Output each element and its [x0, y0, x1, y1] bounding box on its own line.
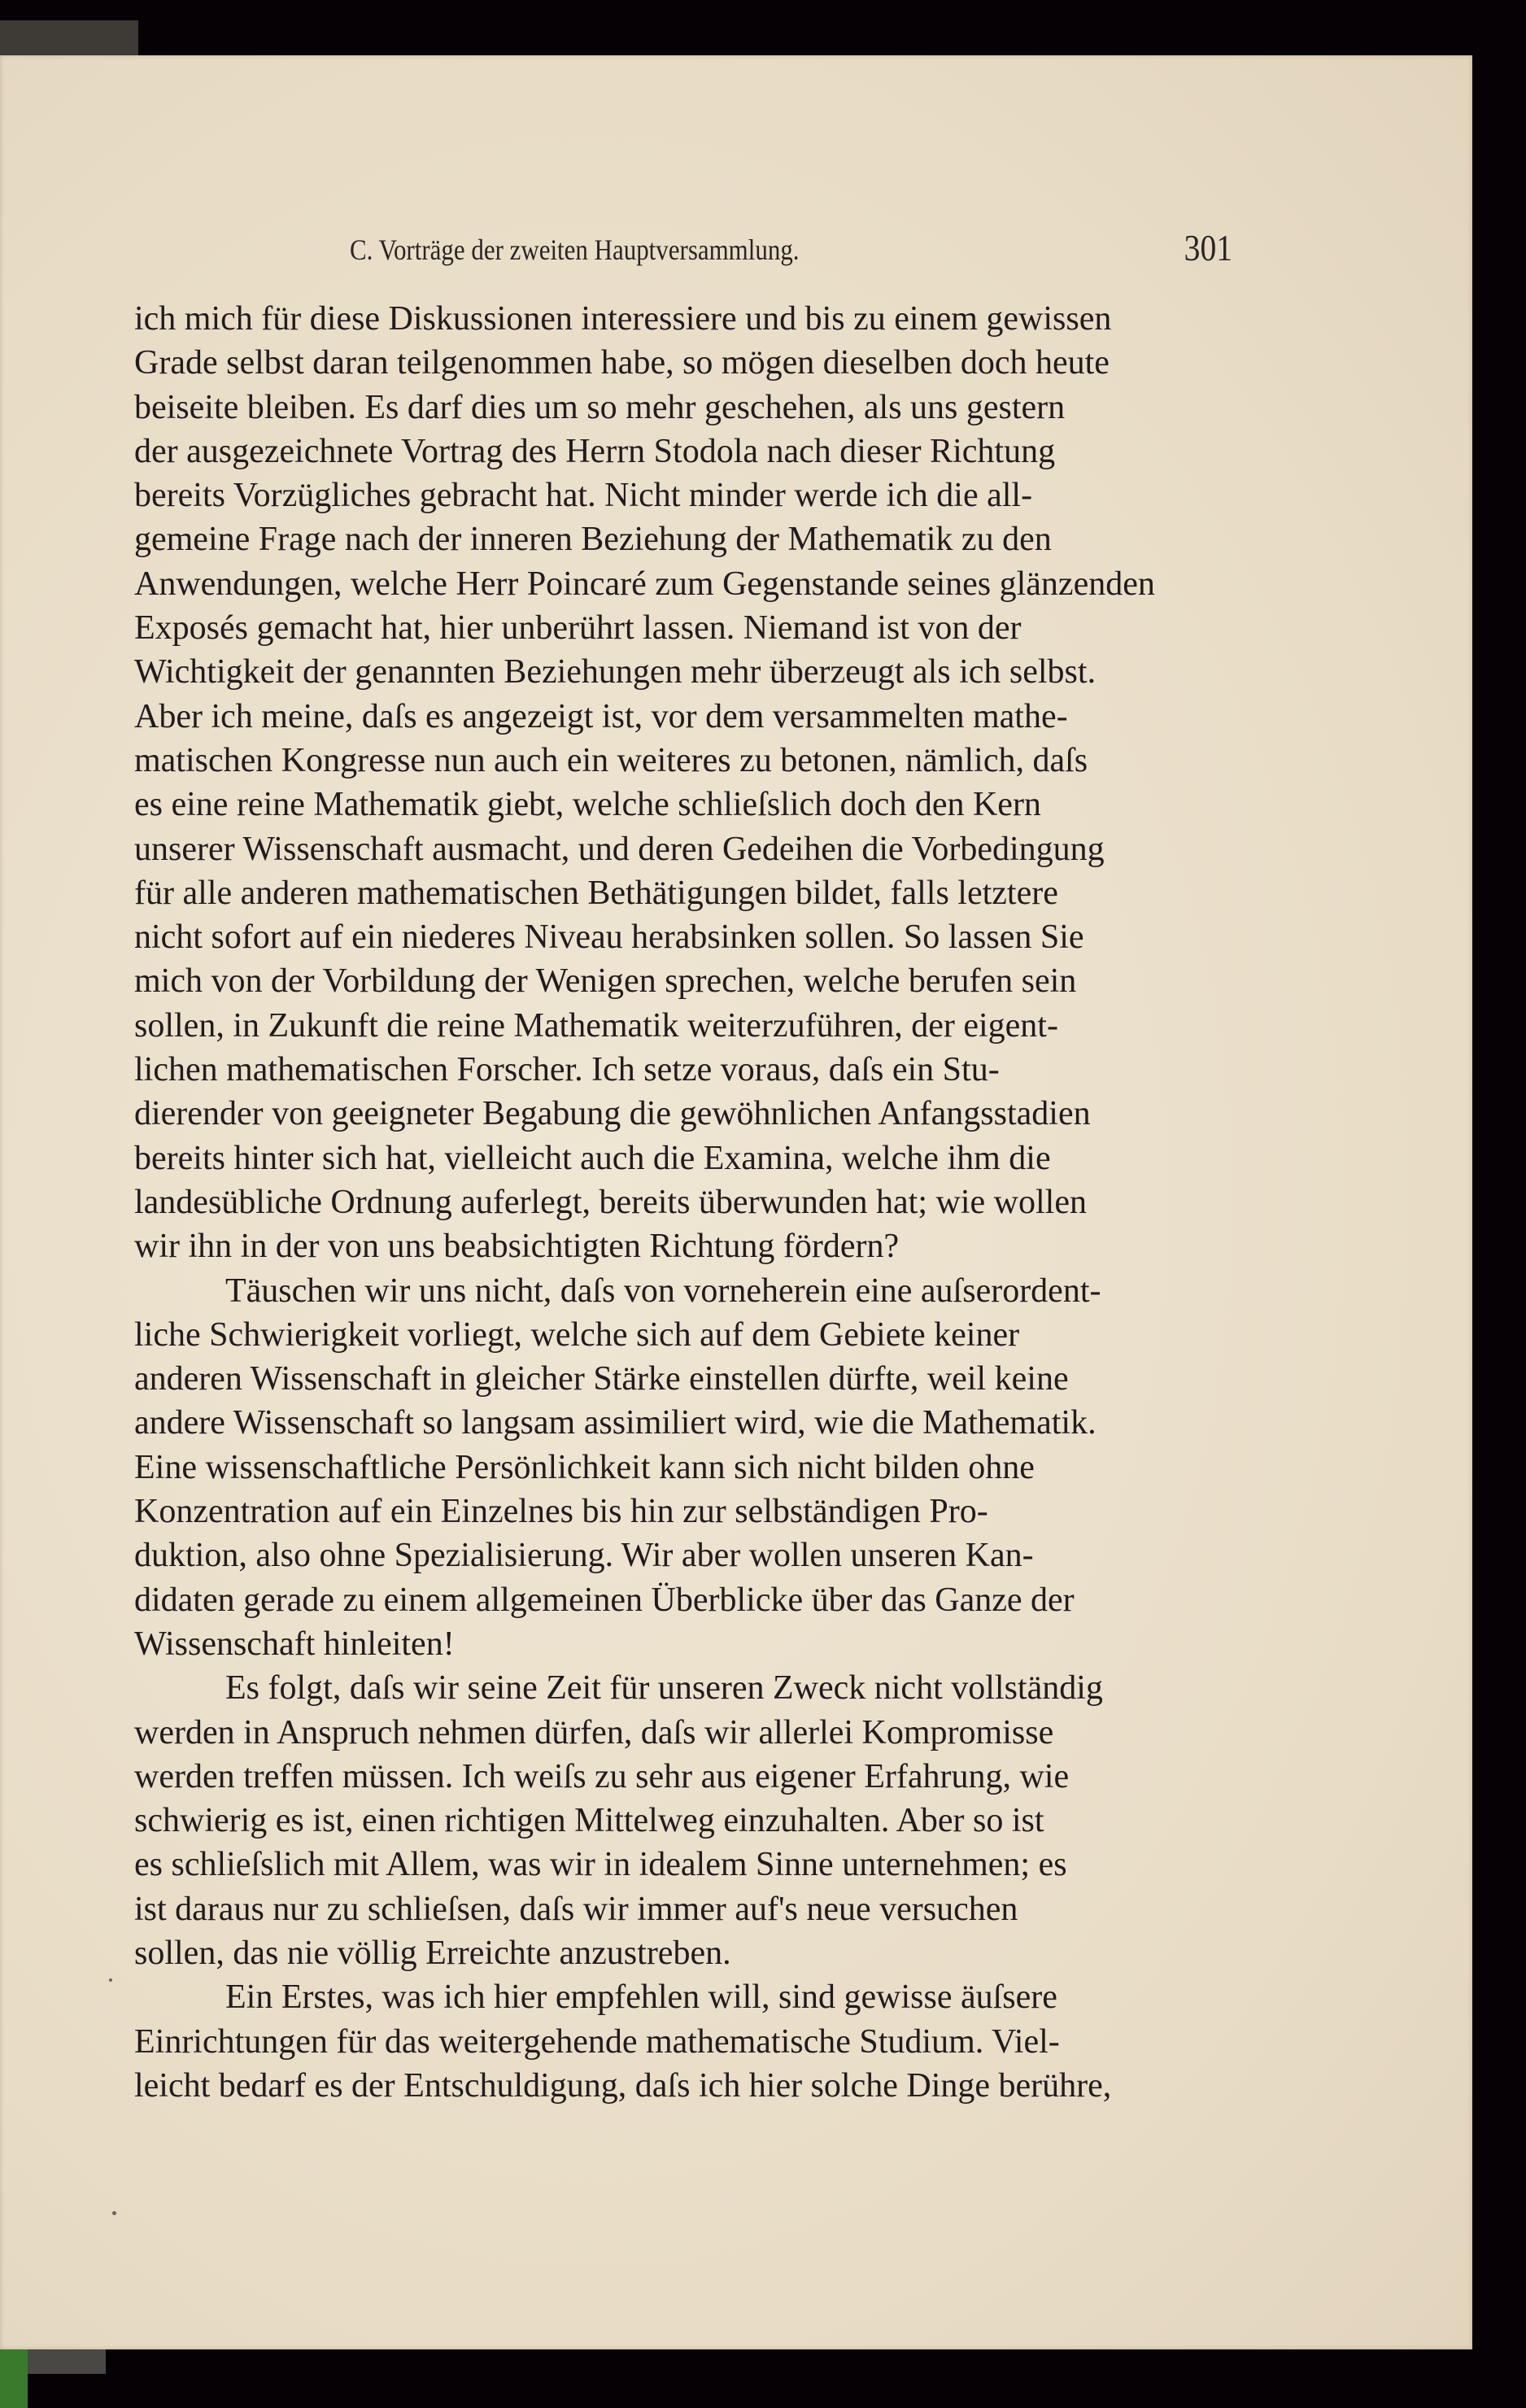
text-line: mich von der Vorbildung der Wenigen sprechen, welche berufen sein: [134, 962, 1077, 1001]
text-line: werden treffen müssen. Ich weiſs zu sehr aus eigener Erfahrung, wie: [134, 1757, 1070, 1795]
text-line: Grade selbst daran teilgenommen habe, so mögen dieselben doch heute: [134, 344, 1110, 382]
text-line: sollen, das nie völlig Erreichte anzustreben.: [134, 1934, 731, 1972]
text-line: der ausgezeichnete Vortrag des Herrn Stodola nach dieser Richtung: [134, 432, 1056, 470]
paper-speck: [112, 2211, 116, 2215]
book-cover-edge: [0, 20, 138, 57]
text-line: liche Schwierigkeit vorliegt, welche sich auf dem Gebiete keiner: [134, 1315, 1020, 1354]
text-line: Wichtigkeit der genannten Beziehungen mehr überzeugt als ich selbst.: [134, 653, 1097, 691]
text-line: beiseite bleiben. Es darf dies um so mehr geschehen, als uns gestern: [134, 388, 1066, 426]
text-line: es eine reine Mathematik giebt, welche schlieſslich doch den Kern: [134, 786, 1041, 824]
text-line: leicht bedarf es der Entschuldigung, daſs ich hier solche Dinge berühre,: [134, 2066, 1112, 2105]
text-line: Aber ich meine, daſs es angezeigt ist, vor dem versammelten mathe-: [134, 697, 1068, 735]
text-line: anderen Wissenschaft in gleicher Stärke einstellen dürfte, weil keine: [134, 1360, 1069, 1398]
text-line: Exposés gemacht hat, hier unberührt lassen. Niemand ist von der: [134, 609, 1022, 648]
text-line: nicht sofort auf ein niederes Niveau herabsinken sollen. So lassen Sie: [134, 918, 1084, 957]
text-line: andere Wissenschaft so langsam assimiliert wird, wie die Mathematik.: [134, 1404, 1097, 1442]
text-line: Konzentration auf ein Einzelnes bis hin zur selbständigen Pro-: [134, 1493, 988, 1531]
text-line: gemeine Frage nach der inneren Beziehung der Mathematik zu den: [134, 521, 1052, 559]
page-number: 301: [1184, 227, 1232, 268]
text-line: für alle anderen mathematischen Bethätigungen bildet, falls letztere: [134, 874, 1058, 912]
text-line: Täuschen wir uns nicht, daſs von vorneherein eine auſserordent-: [225, 1272, 1101, 1310]
text-line: ich mich für diese Diskussionen interessiere und bis zu einem gewissen: [134, 300, 1112, 338]
text-line: es schlieſslich mit Allem, was wir in idealem Sinne unternehmen; es: [134, 1846, 1067, 1884]
text-line: Einrichtungen für das weitergehende mathematische Studium. Viel-: [134, 2022, 1060, 2061]
text-line: didaten gerade zu einem allgemeinen Überblicke über das Ganze der: [134, 1581, 1075, 1619]
text-line: lichen mathematischen Forscher. Ich setze voraus, daſs ein Stu-: [134, 1051, 1000, 1089]
text-line: duktion, also ohne Spezialisierung. Wir aber wollen unseren Kan-: [134, 1537, 1034, 1575]
text-line: unserer Wissenschaft ausmacht, und deren Gedeihen die Vorbedingung: [134, 830, 1105, 868]
paper-speck: [109, 1978, 112, 1982]
bookmark-ribbon: [0, 2349, 28, 2408]
text-line: bereits Vorzügliches gebracht hat. Nicht minder werde ich die all-: [134, 477, 1033, 515]
body-text: [134, 297, 1224, 2108]
text-line: Ein Erstes, was ich hier empfehlen will, sind gewisse äuſsere: [225, 1978, 1057, 2017]
text-line: landesübliche Ordnung auferlegt, bereits überwunden hat; wie wollen: [134, 1183, 1087, 1221]
text-line: sollen, in Zukunft die reine Mathematik weiterzuführen, der eigent-: [134, 1006, 1058, 1045]
text-line: werden in Anspruch nehmen dürfen, daſs wir allerlei Kompromisse: [134, 1713, 1054, 1751]
text-line: dierender von geeigneter Begabung die gewöhnlichen Anfangsstadien: [134, 1095, 1091, 1133]
text-line: Wissenschaft hinleiten!: [134, 1625, 455, 1663]
text-line: Anwendungen, welche Herr Poincaré zum Gegenstande seines glänzenden: [134, 565, 1155, 603]
page-header: [350, 226, 1232, 275]
text-line: schwierig es ist, einen richtigen Mittelweg einzuhalten. Aber so ist: [134, 1802, 1044, 1840]
text-line: wir ihn in der von uns beabsichtigten Richtung fördern?: [134, 1228, 900, 1266]
text-line: Eine wissenschaftliche Persönlichkeit kann sich nicht bilden ohne: [134, 1448, 1035, 1486]
running-head: C. Vorträge der zweiten Hauptversammlung.: [350, 233, 800, 266]
text-line: matischen Kongresse nun auch ein weiteres zu betonen, nämlich, daſs: [134, 741, 1088, 779]
text-line: bereits hinter sich hat, vielleicht auch die Examina, welche ihm die: [134, 1139, 1051, 1177]
text-line: ist daraus nur zu schlieſsen, daſs wir immer auf's neue versuchen: [134, 1890, 1018, 1928]
text-line: Es folgt, daſs wir seine Zeit für unseren Zweck nicht vollständig: [225, 1669, 1103, 1708]
